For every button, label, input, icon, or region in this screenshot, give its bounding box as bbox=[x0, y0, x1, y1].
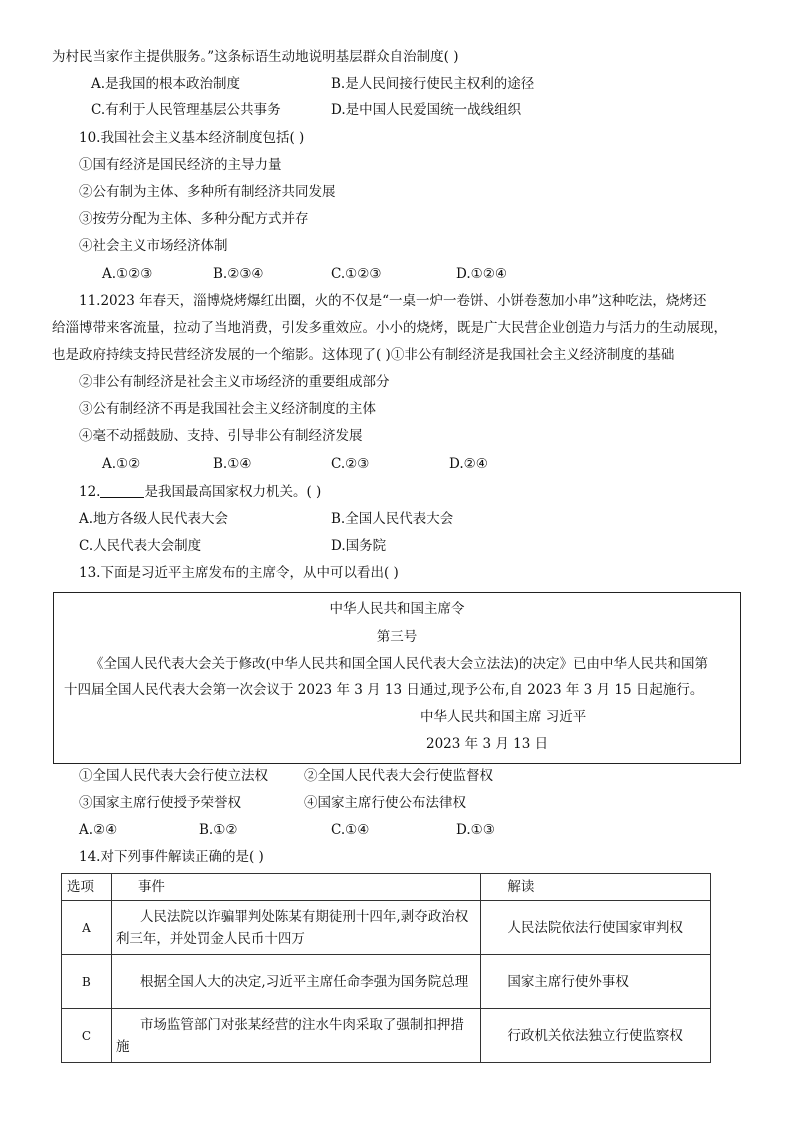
q9-option-c: C.有利于人民管理基层公共事务 bbox=[91, 102, 281, 118]
q12-number: 12. bbox=[79, 484, 101, 500]
q10-stem: 10.我国社会主义基本经济制度包括( ) bbox=[79, 130, 305, 146]
q12-option-d: D.国务院 bbox=[331, 538, 387, 554]
q11-option-a: A.①② bbox=[102, 456, 141, 472]
row-event bbox=[111, 901, 480, 955]
q13-option-c: C.①④ bbox=[331, 822, 370, 838]
q10-option-a: A.①②③ bbox=[102, 266, 153, 282]
q13-item-4: ④国家主席行使公布法律权 bbox=[304, 795, 466, 811]
q11-option-d: D.②④ bbox=[449, 456, 488, 472]
row-event bbox=[111, 955, 480, 1009]
header-event: 事件 bbox=[111, 874, 480, 901]
q10-item-1: ①国有经济是国民经济的主导力量 bbox=[79, 157, 282, 173]
row-interpretation: 国家主席行使外事权 bbox=[481, 955, 711, 1009]
order-body-line-1: 《全国人民代表大会关于修改(中华人民共和国全国人民代表大会立法法)的决定》已由中华人民共和国第 bbox=[90, 656, 709, 672]
q11-item-3: ③公有制经济不再是我国社会主义经济制度的主体 bbox=[79, 401, 376, 417]
q12-blank bbox=[100, 483, 144, 498]
q10-option-d: D.①②④ bbox=[456, 266, 507, 282]
q13-item-3: ③国家主席行使授予荣誉权 bbox=[79, 795, 241, 811]
row-option: B bbox=[62, 955, 112, 1009]
table-row bbox=[62, 901, 711, 955]
header-option: 选项 bbox=[62, 874, 112, 901]
row-option: A bbox=[62, 901, 112, 955]
table-row bbox=[62, 955, 711, 1009]
q10-item-3: ③按劳分配为主体、多种分配方式并存 bbox=[79, 211, 309, 227]
q13-option-d: D.①③ bbox=[456, 822, 495, 838]
q11-option-c: C.②③ bbox=[331, 456, 370, 472]
q9-option-d: D.是中国人民爱国统一战线组织 bbox=[331, 102, 522, 118]
q10-item-2: ②公有制为主体、多种所有制经济共同发展 bbox=[79, 184, 336, 200]
order-title: 中华人民共和国主席令 bbox=[329, 601, 465, 617]
q13-item-2: ②全国人民代表大会行使监督权 bbox=[304, 768, 493, 784]
q11-option-b: B.①④ bbox=[213, 456, 252, 472]
q12-option-b: B.全国人民代表大会 bbox=[331, 511, 454, 527]
q11-line-1: 11.2023 年春天，淄博烧烤爆红出圈，火的不仅是“一桌一炉一卷饼、小饼卷葱加小串”这种吃法，烧烤还 bbox=[79, 293, 707, 309]
q9-option-a: A.是我国的根本政治制度 bbox=[91, 76, 241, 92]
row-event-line-1: 根据全国人大的决定,习近平主席任命李强为国务院总理 bbox=[139, 973, 469, 990]
order-date: 2023 年 3 月 13 日 bbox=[426, 736, 549, 752]
q11-line-2: 给淄博带来客流量，拉动了当地消费，引发多重效应。小小的烧烤，既是广大民营企业创造力与活力的生动展现， bbox=[52, 320, 727, 336]
order-number: 第三号 bbox=[376, 629, 418, 645]
q10-item-4: ④社会主义市场经济体制 bbox=[79, 238, 228, 254]
q12-option-a: A.地方各级人民代表大会 bbox=[79, 511, 229, 527]
q10-option-b: B.②③④ bbox=[213, 266, 264, 282]
row-interpretation: 人民法院依法行使国家审判权 bbox=[481, 901, 711, 955]
presidential-order-box bbox=[53, 592, 741, 764]
q12-option-c: C.人民代表大会制度 bbox=[79, 538, 202, 554]
q10-option-c: C.①②③ bbox=[331, 266, 382, 282]
row-event-line-1: 市场监管部门对张某经营的注水牛肉采取了强制扣押措 bbox=[139, 1016, 464, 1033]
q13-option-a: A.②④ bbox=[79, 822, 118, 838]
order-signature: 中华人民共和国主席 习近平 bbox=[420, 709, 587, 725]
row-event-line-2: 施 bbox=[115, 1038, 130, 1055]
header-interpretation: 解读 bbox=[481, 874, 711, 901]
row-option: C bbox=[62, 1009, 112, 1063]
row-interpretation: 行政机关依法独立行使监察权 bbox=[481, 1009, 711, 1063]
row-event-line-2: 利三年，并处罚金人民币十四万 bbox=[115, 930, 305, 947]
order-body-line-2: 十四届全国人民代表大会第一次会议于 2023 年 3 月 13 日通过,现予公布,自 2023 年 3 月 15 日起施行。 bbox=[64, 682, 704, 698]
q9-stem-tail: 为村民当家作主提供服务。”这条标语生动地说明基层群众自治制度( ) bbox=[52, 49, 459, 65]
q11-line-3: 也是政府持续支持民营经济发展的一个缩影。这体现了( )①非公有制经济是我国社会主义经济制度的基础 bbox=[52, 347, 675, 363]
table-row bbox=[62, 1009, 711, 1063]
q12-stem-rest: 是我国最高国家权力机关。( ) bbox=[144, 484, 322, 500]
q14-table bbox=[61, 873, 711, 1063]
q9-option-b: B.是人民间接行使民主权利的途径 bbox=[331, 76, 535, 92]
q12-stem bbox=[79, 482, 321, 502]
row-event-line-1: 人民法院以诈骗罪判处陈某有期徒刑十四年,剥夺政治权 bbox=[139, 908, 469, 925]
q13-item-1: ①全国人民代表大会行使立法权 bbox=[79, 768, 268, 784]
q13-stem: 13.下面是习近平主席发布的主席令，从中可以看出( ) bbox=[79, 565, 399, 581]
table-header-row bbox=[62, 874, 711, 901]
q11-item-2: ②非公有制经济是社会主义市场经济的重要组成部分 bbox=[79, 374, 390, 390]
q11-item-4: ④毫不动摇鼓励、支持、引导非公有制经济发展 bbox=[79, 428, 363, 444]
q14-stem: 14.对下列事件解读正确的是( ) bbox=[79, 849, 264, 865]
q13-option-b: B.①② bbox=[199, 822, 238, 838]
row-event bbox=[111, 1009, 480, 1063]
